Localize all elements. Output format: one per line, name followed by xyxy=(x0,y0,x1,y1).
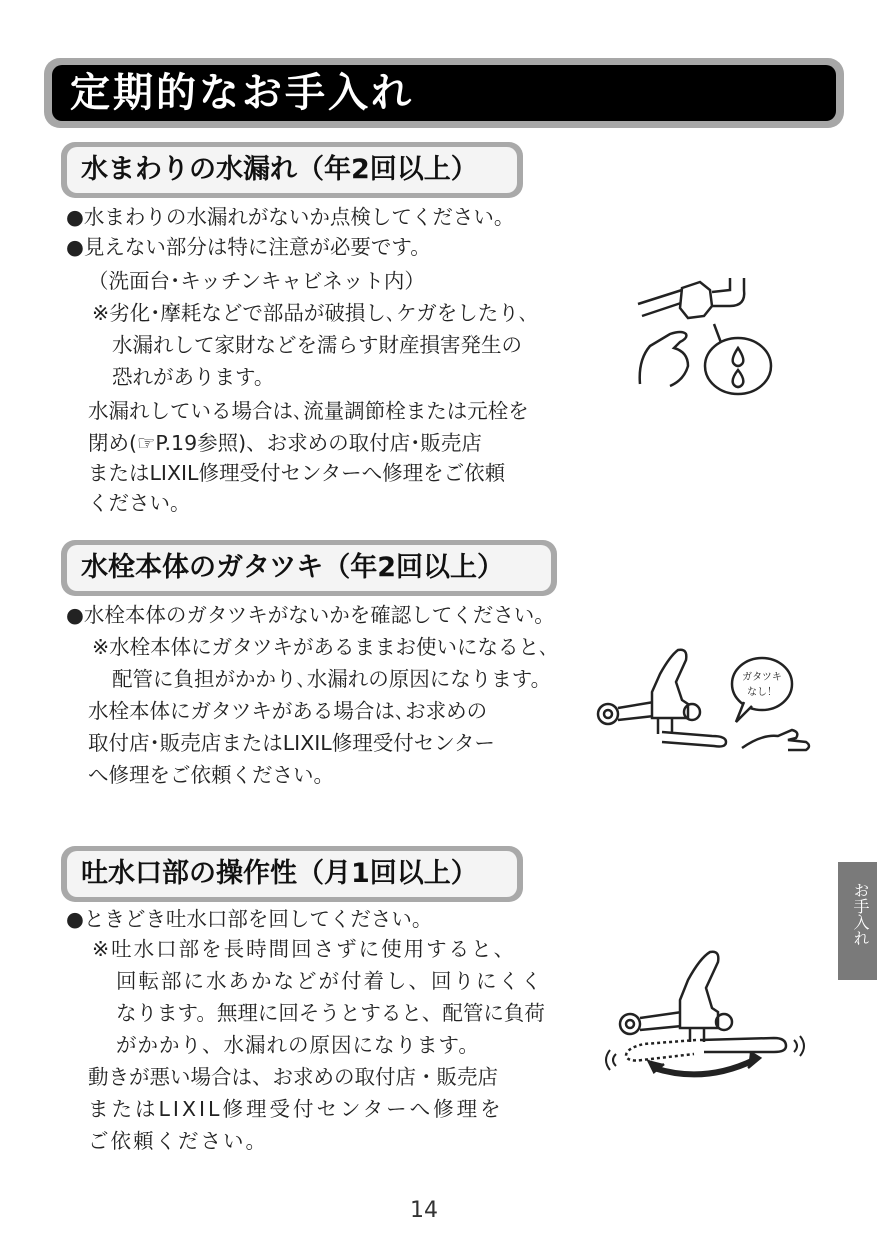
text-line: （洗面台･キッチンキャビネット内） xyxy=(88,269,425,293)
section-heading-text: 水まわりの水漏れ（年2回以上） xyxy=(81,154,478,185)
spout xyxy=(658,718,726,747)
pipe-line xyxy=(638,290,684,316)
spout xyxy=(690,1028,786,1052)
faucet-check-illustration xyxy=(592,644,822,764)
text-line: ※劣化･摩耗などで部品が破損し､ケガをしたり､ xyxy=(92,301,530,325)
rotation-arrow xyxy=(654,1060,754,1074)
page-title: 定期的なお手入れ xyxy=(70,70,414,116)
side-index-tab xyxy=(838,862,877,980)
pipe-end-left xyxy=(598,704,618,724)
text-line: ●ときどき吐水口部を回してください。 xyxy=(66,907,433,931)
section-heading-spout xyxy=(61,846,523,902)
text-line: ※水栓本体にガタツキがあるままお使いになると､ xyxy=(92,635,550,659)
text-line: ご依頼ください。 xyxy=(88,1129,268,1153)
hand-outline xyxy=(742,730,809,750)
pipe-end-left xyxy=(620,1014,640,1034)
text-line: 回転部に水あかなどが付着し、回りにくく xyxy=(116,969,544,993)
hex-nut xyxy=(680,282,712,318)
text-line: がかかり、水漏れの原因になります。 xyxy=(116,1033,480,1057)
text-line: ●水栓本体のガタツキがないかを確認してください。 xyxy=(66,603,555,627)
page-title-bar xyxy=(44,58,844,128)
motion-lines xyxy=(794,1036,804,1056)
section-heading-wobble xyxy=(61,540,557,596)
side-tab-label: お手入れ xyxy=(851,882,870,946)
elbow-pipe xyxy=(712,278,744,306)
bubble-text: なし！ xyxy=(747,687,777,698)
text-line: 閉め(☞P.19参照)、お求めの取付店･販売店 xyxy=(88,431,482,455)
arrow-head-right xyxy=(748,1052,760,1068)
pipe-line xyxy=(618,702,654,720)
motion-lines xyxy=(606,1050,616,1070)
text-line: 水栓本体にガタツキがある場合は､お求めの xyxy=(88,699,488,723)
faucet-body xyxy=(680,952,718,1028)
text-line: へ修理をご依頼ください。 xyxy=(88,763,334,787)
text-line: またはLIXIL修理受付センターへ修理を xyxy=(88,1097,504,1121)
text-line: ●見えない部分は特に注意が必要です。 xyxy=(66,235,431,259)
section-heading-text: 吐水口部の操作性（月1回以上） xyxy=(81,858,478,889)
spout-ghost xyxy=(626,1040,696,1061)
text-line: またはLIXIL修理受付センターへ修理をご依頼 xyxy=(88,461,506,485)
text-line: 水漏れしている場合は､流量調節栓または元栓を xyxy=(88,399,529,423)
spout-rotate-illustration xyxy=(604,944,814,1084)
pipe-leak-illustration xyxy=(630,276,780,396)
section-heading-text: 水栓本体のガタツキ（年2回以上） xyxy=(81,552,504,583)
bubble-text: ガタツキ xyxy=(742,672,782,683)
section-heading-leaks xyxy=(61,142,523,198)
text-line: 取付店･販売店またはLIXIL修理受付センター xyxy=(88,731,495,755)
page-title-inner xyxy=(52,65,836,121)
text-line: ください。 xyxy=(88,491,191,515)
text-line: なります。無理に回そうとすると、配管に負荷 xyxy=(116,1001,545,1025)
text-line: 恐れがあります。 xyxy=(112,365,275,389)
pipe-line xyxy=(640,1012,682,1030)
speech-bubble-tail xyxy=(736,702,752,722)
text-line: 動きが悪い場合は、お求めの取付店・販売店 xyxy=(88,1065,498,1089)
text-line: 配管に負担がかかり､水漏れの原因になります。 xyxy=(112,667,552,691)
text-line: ※吐水口部を長時間回さずに使用すると、 xyxy=(92,937,517,961)
text-line: 水漏れして家財などを濡らす財産損害発生の xyxy=(112,333,522,357)
text-line: ●水まわりの水漏れがないか点検してください。 xyxy=(66,205,515,229)
faucet-body xyxy=(652,650,688,718)
speech-bubble xyxy=(732,658,792,710)
hand-outline xyxy=(640,332,688,386)
page-number: 14 xyxy=(410,1198,438,1223)
